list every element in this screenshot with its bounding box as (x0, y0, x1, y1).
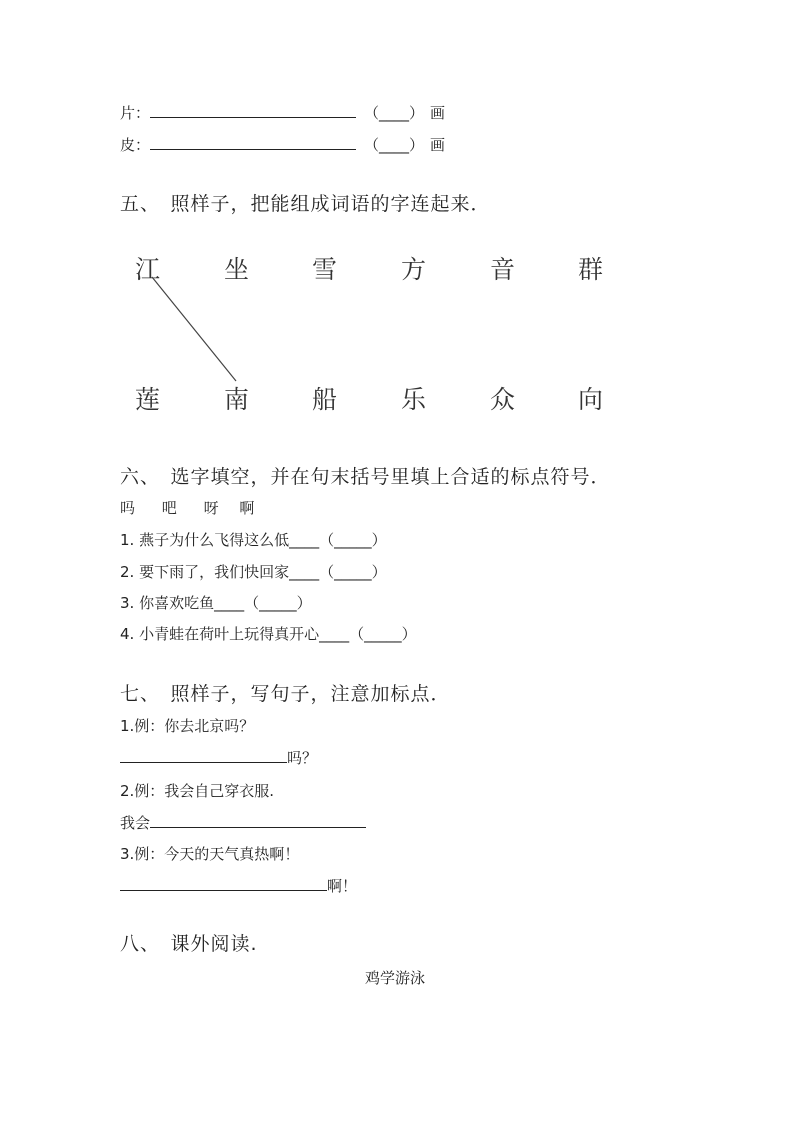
section-8-title: 八、 课外阅读. (120, 933, 258, 955)
top-char-6[interactable]: 群 (578, 255, 604, 284)
fill-item-4[interactable]: 4. 小青蛙在荷叶上玩得真开心____（_____） (120, 625, 417, 643)
top-char-3[interactable]: 雪 (312, 255, 338, 284)
answer-blank[interactable] (150, 813, 366, 828)
top-char-2[interactable]: 坐 (224, 255, 250, 284)
stroke-unit: 画 (430, 104, 446, 122)
answer-row-2 (120, 812, 366, 833)
example-3: 3.例：今天的天气真热啊！ (120, 845, 300, 863)
bottom-char-3[interactable]: 船 (312, 385, 338, 414)
answer-row-3 (120, 875, 357, 896)
example-2: 2.例：我会自己穿衣服. (120, 782, 275, 800)
stroke-count-paren: （____） (364, 136, 425, 154)
option-char: 吗 (120, 499, 136, 517)
fill-item-1[interactable]: 1. 燕子为什么飞得这么低____（_____） (120, 531, 387, 549)
bottom-char-5[interactable]: 众 (490, 385, 516, 414)
bottom-char-4[interactable]: 乐 (401, 385, 427, 414)
stroke-row-char: 片： (120, 104, 151, 122)
option-char: 吧 (161, 499, 177, 517)
top-char-5[interactable]: 音 (490, 255, 516, 284)
section-5-title: 五、 照样子，把能组成词语的字连起来． (120, 193, 491, 215)
stroke-unit: 画 (430, 136, 446, 154)
fill-item-2[interactable]: 2. 要下雨了，我们快回家____（_____） (120, 563, 387, 581)
fill-item-3[interactable]: 3. 你喜欢吃鱼____（_____） (120, 594, 312, 612)
option-char: 啊 (239, 499, 255, 517)
bottom-char-6[interactable]: 向 (578, 385, 604, 414)
answer-row-1 (120, 747, 317, 768)
stroke-count-paren: （____） (364, 104, 425, 122)
answer-start: 我会 (120, 814, 151, 832)
option-list (120, 497, 254, 518)
answer-ending: 吗？ (287, 749, 318, 767)
bottom-char-2[interactable]: 南 (224, 385, 250, 414)
stroke-row-char: 皮： (120, 136, 151, 154)
example-1: 1.例：你去北京吗？ (120, 717, 255, 735)
story-title: 鸡学游泳 (365, 969, 426, 987)
answer-ending: 啊！ (327, 877, 358, 895)
option-char: 呀 (203, 499, 219, 517)
top-char-4[interactable]: 方 (401, 255, 427, 284)
answer-blank[interactable] (120, 876, 327, 891)
top-char-1[interactable]: 江 (135, 255, 161, 284)
section-6-title: 六、 选字填空，并在句末括号里填上合适的标点符号． (120, 466, 611, 488)
bottom-char-1[interactable]: 莲 (135, 385, 161, 414)
section-7-title: 七、 照样子，写句子，注意加标点． (120, 683, 451, 705)
answer-blank[interactable] (120, 748, 287, 763)
